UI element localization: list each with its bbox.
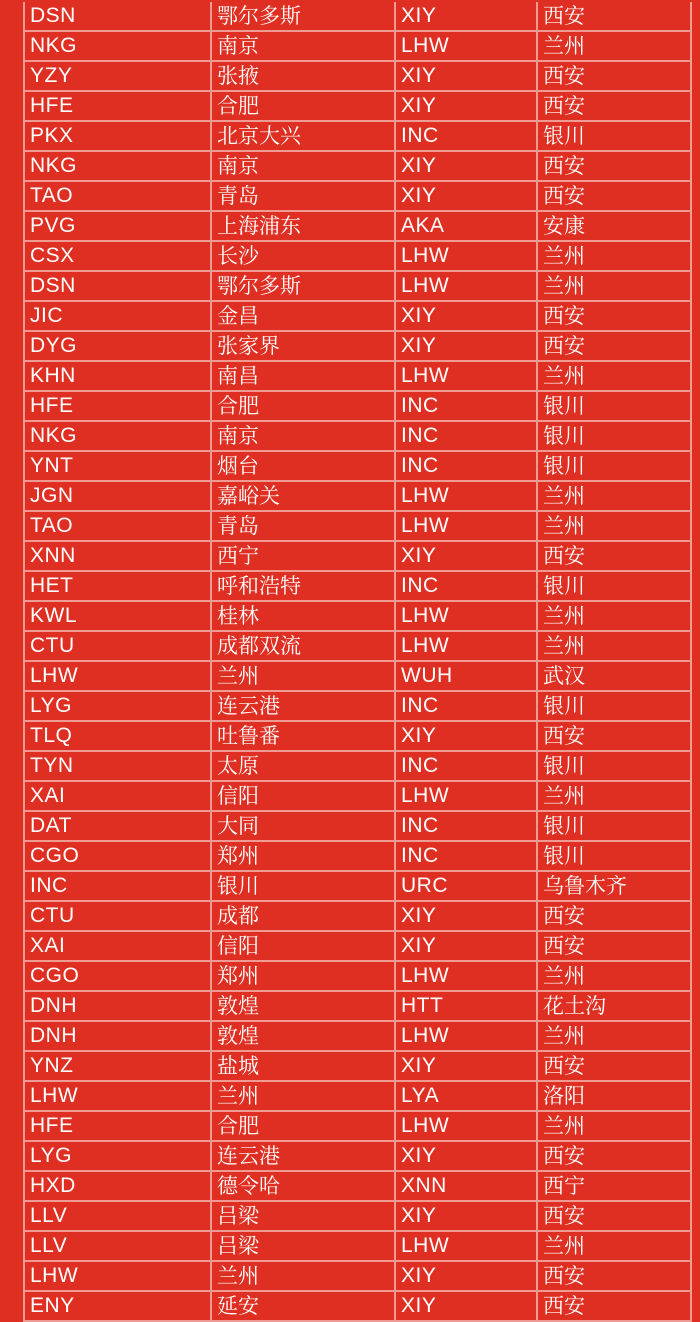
- origin-city-cell: 兰州: [211, 661, 395, 691]
- origin-city-cell: 青岛: [211, 511, 395, 541]
- table-row: [24, 91, 691, 121]
- destination-city-cell: 兰州: [537, 1231, 691, 1261]
- origin-code-cell: ENY: [24, 1291, 211, 1321]
- destination-code-cell: XIY: [395, 931, 537, 961]
- destination-city-cell: 西安: [537, 931, 691, 961]
- origin-code-cell: DNH: [24, 1021, 211, 1051]
- origin-code-cell: INC: [24, 871, 211, 901]
- origin-code-cell: NKG: [24, 421, 211, 451]
- destination-code-cell: LHW: [395, 481, 537, 511]
- origin-city-cell: 成都: [211, 901, 395, 931]
- table-row: [24, 961, 691, 991]
- origin-code-cell: YZY: [24, 61, 211, 91]
- destination-code-cell: XIY: [395, 1201, 537, 1231]
- origin-city-cell: 信阳: [211, 931, 395, 961]
- origin-city-cell: 桂林: [211, 601, 395, 631]
- destination-city-cell: 银川: [537, 811, 691, 841]
- origin-city-cell: 鄂尔多斯: [211, 2, 395, 31]
- origin-code-cell: XAI: [24, 931, 211, 961]
- origin-code-cell: HFE: [24, 391, 211, 421]
- destination-city-cell: 兰州: [537, 481, 691, 511]
- destination-city-cell: 兰州: [537, 631, 691, 661]
- origin-code-cell: DNH: [24, 991, 211, 1021]
- destination-code-cell: LHW: [395, 1231, 537, 1261]
- table-row: [24, 751, 691, 781]
- table-row: [24, 1051, 691, 1081]
- destination-city-cell: 安康: [537, 211, 691, 241]
- origin-code-cell: JGN: [24, 481, 211, 511]
- table-row: [24, 1261, 691, 1291]
- destination-code-cell: XIY: [395, 1141, 537, 1171]
- destination-code-cell: XIY: [395, 1291, 537, 1321]
- origin-city-cell: 张掖: [211, 61, 395, 91]
- destination-code-cell: LHW: [395, 631, 537, 661]
- destination-code-cell: LHW: [395, 961, 537, 991]
- origin-city-cell: 嘉峪关: [211, 481, 395, 511]
- destination-code-cell: XIY: [395, 1261, 537, 1291]
- origin-city-cell: 青岛: [211, 181, 395, 211]
- destination-code-cell: INC: [395, 691, 537, 721]
- origin-code-cell: CGO: [24, 961, 211, 991]
- origin-city-cell: 延安: [211, 1291, 395, 1321]
- origin-code-cell: LYG: [24, 1141, 211, 1171]
- destination-city-cell: 西安: [537, 61, 691, 91]
- destination-city-cell: 兰州: [537, 361, 691, 391]
- table-row: [24, 421, 691, 451]
- origin-code-cell: KWL: [24, 601, 211, 631]
- origin-code-cell: KHN: [24, 361, 211, 391]
- origin-code-cell: PKX: [24, 121, 211, 151]
- destination-city-cell: 乌鲁木齐: [537, 871, 691, 901]
- destination-city-cell: 银川: [537, 841, 691, 871]
- destination-city-cell: 西宁: [537, 1171, 691, 1201]
- destination-code-cell: INC: [395, 751, 537, 781]
- origin-code-cell: LHW: [24, 661, 211, 691]
- destination-code-cell: XNN: [395, 1171, 537, 1201]
- origin-code-cell: TYN: [24, 751, 211, 781]
- origin-code-cell: YNZ: [24, 1051, 211, 1081]
- destination-city-cell: 西安: [537, 2, 691, 31]
- origin-city-cell: 南昌: [211, 361, 395, 391]
- destination-code-cell: INC: [395, 841, 537, 871]
- origin-city-cell: 张家界: [211, 331, 395, 361]
- origin-city-cell: 敦煌: [211, 991, 395, 1021]
- origin-code-cell: HET: [24, 571, 211, 601]
- table-row: [24, 601, 691, 631]
- origin-city-cell: 盐城: [211, 1051, 395, 1081]
- origin-city-cell: 鄂尔多斯: [211, 271, 395, 301]
- destination-code-cell: XIY: [395, 181, 537, 211]
- destination-city-cell: 兰州: [537, 1111, 691, 1141]
- origin-city-cell: 南京: [211, 421, 395, 451]
- origin-city-cell: 南京: [211, 31, 395, 61]
- table-row: [24, 2, 691, 31]
- origin-city-cell: 敦煌: [211, 1021, 395, 1051]
- destination-code-cell: HTT: [395, 991, 537, 1021]
- origin-city-cell: 长沙: [211, 241, 395, 271]
- table-row: [24, 901, 691, 931]
- table-row: [24, 871, 691, 901]
- destination-code-cell: LHW: [395, 1021, 537, 1051]
- origin-code-cell: XNN: [24, 541, 211, 571]
- origin-city-cell: 南京: [211, 151, 395, 181]
- destination-city-cell: 西安: [537, 1291, 691, 1321]
- destination-city-cell: 西安: [537, 1051, 691, 1081]
- destination-city-cell: 西安: [537, 1141, 691, 1171]
- table-row: [24, 271, 691, 301]
- route-table-body: [24, 2, 691, 1321]
- destination-city-cell: 兰州: [537, 961, 691, 991]
- origin-code-cell: DSN: [24, 2, 211, 31]
- origin-code-cell: HFE: [24, 1111, 211, 1141]
- table-row: [24, 61, 691, 91]
- origin-code-cell: NKG: [24, 151, 211, 181]
- origin-code-cell: DSN: [24, 271, 211, 301]
- origin-city-cell: 兰州: [211, 1081, 395, 1111]
- origin-code-cell: LLV: [24, 1231, 211, 1261]
- destination-city-cell: 兰州: [537, 241, 691, 271]
- destination-city-cell: 兰州: [537, 511, 691, 541]
- destination-city-cell: 兰州: [537, 781, 691, 811]
- origin-city-cell: 郑州: [211, 841, 395, 871]
- origin-city-cell: 西宁: [211, 541, 395, 571]
- origin-city-cell: 合肥: [211, 91, 395, 121]
- origin-code-cell: JIC: [24, 301, 211, 331]
- origin-city-cell: 合肥: [211, 1111, 395, 1141]
- destination-city-cell: 兰州: [537, 271, 691, 301]
- destination-city-cell: 西安: [537, 181, 691, 211]
- destination-city-cell: 银川: [537, 421, 691, 451]
- table-row: [24, 211, 691, 241]
- route-table: [23, 2, 692, 1322]
- destination-city-cell: 银川: [537, 691, 691, 721]
- table-row: [24, 661, 691, 691]
- table-row: [24, 721, 691, 751]
- destination-city-cell: 兰州: [537, 1021, 691, 1051]
- origin-city-cell: 吐鲁番: [211, 721, 395, 751]
- destination-city-cell: 西安: [537, 301, 691, 331]
- origin-code-cell: XAI: [24, 781, 211, 811]
- table-row: [24, 391, 691, 421]
- destination-code-cell: XIY: [395, 901, 537, 931]
- destination-city-cell: 银川: [537, 391, 691, 421]
- destination-code-cell: XIY: [395, 721, 537, 751]
- origin-code-cell: PVG: [24, 211, 211, 241]
- table-row: [24, 151, 691, 181]
- origin-city-cell: 连云港: [211, 1141, 395, 1171]
- table-row: [24, 121, 691, 151]
- origin-code-cell: LHW: [24, 1261, 211, 1291]
- table-row: [24, 1291, 691, 1321]
- destination-code-cell: INC: [395, 571, 537, 601]
- table-row: [24, 451, 691, 481]
- origin-code-cell: TAO: [24, 181, 211, 211]
- destination-city-cell: 西安: [537, 151, 691, 181]
- destination-city-cell: 银川: [537, 571, 691, 601]
- table-row: [24, 991, 691, 1021]
- destination-city-cell: 银川: [537, 751, 691, 781]
- destination-code-cell: XIY: [395, 541, 537, 571]
- table-row: [24, 541, 691, 571]
- destination-city-cell: 洛阳: [537, 1081, 691, 1111]
- table-row: [24, 31, 691, 61]
- destination-city-cell: 西安: [537, 721, 691, 751]
- table-row: [24, 1231, 691, 1261]
- destination-code-cell: INC: [395, 121, 537, 151]
- table-row: [24, 241, 691, 271]
- destination-code-cell: LHW: [395, 361, 537, 391]
- destination-city-cell: 花土沟: [537, 991, 691, 1021]
- origin-city-cell: 连云港: [211, 691, 395, 721]
- table-row: [24, 1141, 691, 1171]
- destination-city-cell: 西安: [537, 541, 691, 571]
- table-row: [24, 841, 691, 871]
- table-row: [24, 1021, 691, 1051]
- table-row: [24, 511, 691, 541]
- origin-code-cell: CSX: [24, 241, 211, 271]
- origin-code-cell: CTU: [24, 631, 211, 661]
- destination-city-cell: 银川: [537, 451, 691, 481]
- origin-code-cell: DAT: [24, 811, 211, 841]
- origin-city-cell: 大同: [211, 811, 395, 841]
- origin-city-cell: 信阳: [211, 781, 395, 811]
- table-row: [24, 181, 691, 211]
- destination-code-cell: WUH: [395, 661, 537, 691]
- origin-code-cell: CTU: [24, 901, 211, 931]
- destination-city-cell: 武汉: [537, 661, 691, 691]
- table-row: [24, 1171, 691, 1201]
- destination-city-cell: 兰州: [537, 601, 691, 631]
- origin-city-cell: 上海浦东: [211, 211, 395, 241]
- destination-city-cell: 西安: [537, 1201, 691, 1231]
- origin-city-cell: 德令哈: [211, 1171, 395, 1201]
- destination-code-cell: XIY: [395, 2, 537, 31]
- destination-code-cell: XIY: [395, 151, 537, 181]
- origin-city-cell: 吕梁: [211, 1201, 395, 1231]
- destination-code-cell: INC: [395, 451, 537, 481]
- origin-city-cell: 成都双流: [211, 631, 395, 661]
- destination-code-cell: LHW: [395, 31, 537, 61]
- destination-code-cell: XIY: [395, 1051, 537, 1081]
- table-row: [24, 1111, 691, 1141]
- origin-code-cell: LYG: [24, 691, 211, 721]
- destination-code-cell: XIY: [395, 91, 537, 121]
- table-row: [24, 331, 691, 361]
- destination-code-cell: LHW: [395, 271, 537, 301]
- destination-city-cell: 西安: [537, 91, 691, 121]
- destination-code-cell: AKA: [395, 211, 537, 241]
- destination-city-cell: 西安: [537, 1261, 691, 1291]
- table-row: [24, 811, 691, 841]
- destination-code-cell: LYA: [395, 1081, 537, 1111]
- origin-city-cell: 郑州: [211, 961, 395, 991]
- destination-code-cell: INC: [395, 421, 537, 451]
- table-row: [24, 481, 691, 511]
- destination-code-cell: XIY: [395, 61, 537, 91]
- destination-code-cell: LHW: [395, 601, 537, 631]
- destination-code-cell: LHW: [395, 241, 537, 271]
- destination-code-cell: LHW: [395, 511, 537, 541]
- destination-city-cell: 银川: [537, 121, 691, 151]
- table-row: [24, 691, 691, 721]
- origin-city-cell: 太原: [211, 751, 395, 781]
- destination-code-cell: LHW: [395, 1111, 537, 1141]
- table-row: [24, 931, 691, 961]
- destination-city-cell: 西安: [537, 901, 691, 931]
- origin-city-cell: 呼和浩特: [211, 571, 395, 601]
- destination-code-cell: XIY: [395, 301, 537, 331]
- origin-city-cell: 银川: [211, 871, 395, 901]
- table-row: [24, 361, 691, 391]
- origin-code-cell: DYG: [24, 331, 211, 361]
- origin-code-cell: LHW: [24, 1081, 211, 1111]
- origin-code-cell: HFE: [24, 91, 211, 121]
- origin-city-cell: 吕梁: [211, 1231, 395, 1261]
- destination-city-cell: 兰州: [537, 31, 691, 61]
- origin-code-cell: YNT: [24, 451, 211, 481]
- origin-code-cell: NKG: [24, 31, 211, 61]
- destination-code-cell: XIY: [395, 331, 537, 361]
- destination-code-cell: INC: [395, 811, 537, 841]
- destination-code-cell: LHW: [395, 781, 537, 811]
- origin-code-cell: HXD: [24, 1171, 211, 1201]
- table-row: [24, 571, 691, 601]
- table-row: [24, 1081, 691, 1111]
- table-row: [24, 1201, 691, 1231]
- origin-city-cell: 合肥: [211, 391, 395, 421]
- origin-code-cell: TAO: [24, 511, 211, 541]
- origin-city-cell: 烟台: [211, 451, 395, 481]
- origin-code-cell: LLV: [24, 1201, 211, 1231]
- destination-code-cell: URC: [395, 871, 537, 901]
- table-row: [24, 631, 691, 661]
- destination-city-cell: 西安: [537, 331, 691, 361]
- origin-code-cell: CGO: [24, 841, 211, 871]
- origin-city-cell: 金昌: [211, 301, 395, 331]
- table-row: [24, 781, 691, 811]
- table-row: [24, 301, 691, 331]
- destination-code-cell: INC: [395, 391, 537, 421]
- origin-code-cell: TLQ: [24, 721, 211, 751]
- origin-city-cell: 北京大兴: [211, 121, 395, 151]
- origin-city-cell: 兰州: [211, 1261, 395, 1291]
